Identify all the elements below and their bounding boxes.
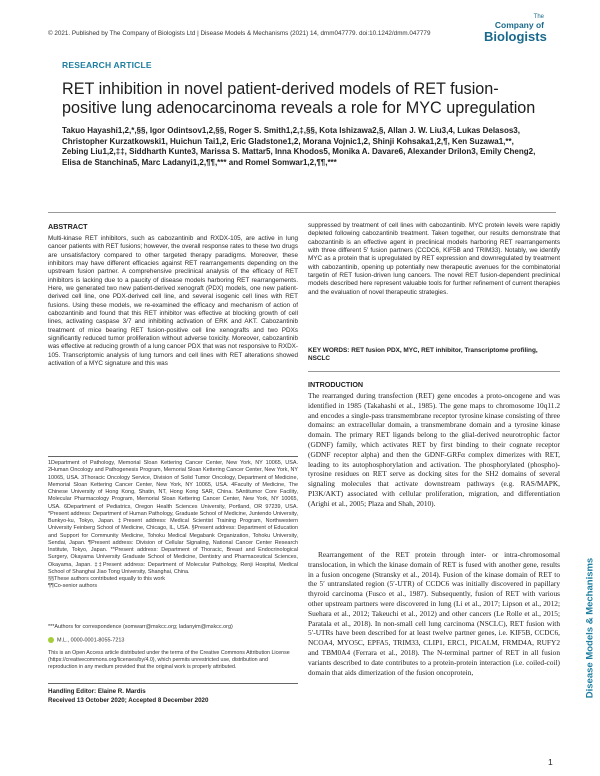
present-addresses: *Present address: Department of Human Pathology, Graduate School of Medicine, Juntendo University, Bunkyo-ku, Tokyo, Japan. ‡Present address: Medical Scientist Training Program, Northwestern University Feinberg School of Medicine, Chicago, IL, USA. §Present address: Department of Education and Support for Community Medicine, Tohoku Medical Megabank Organization, Tohoku University, Sendai, Japan. ¶Present address: Division of Cellular Signaling, National Cancer Center Research Institute, Tokyo, Japan. **Present address: Department of Thoracic, Breast and Endocrinological Surgery, Okayama University Graduate School of Medicine, Dentistry and Pharmaceutical Sciences, Okayama, Japan. ‡‡Present address: Department of Molecular Pathology, Renji Hospital, Medical School of Shanghai Jiao Tong University, Shanghai, China. xyxy=(48,510,298,575)
journal-side-title: Disease Models & Mechanisms xyxy=(584,557,596,699)
handling-editor: Handling Editor: Elaine R. Mardis xyxy=(48,688,146,695)
logo-company: Company of xyxy=(494,20,544,30)
intro-paragraph-2: Rearrangement of the RET protein through inter- or intra-chromosomal translocation, in which the kinase domain of RET is fused with another gene, results in a fusion oncogene (Stransky et al., 2014). Fusion of the kinase domain of RET to the 5′ untranslated region (5′-UTR) of CCDC6 was initially discovered in papillary thyroid carcinoma (Fusco et al., 1987). Subsequently, fusion of RET with various other upstream partners were discovered in lung (Li et al., 2017; Lipson et al., 2012; Suehara et al., 2012; Takeuchi et al., 2012) and other cancers (Le Rolle et al., 2015; Paratala et al., 2018). In non-small cell lung carcinoma (NSCLC), RET fusion with 5′-UTRs have been described for at least twelve partner genes, i.e. KIF5B, CCDC6, NCOA4, MYO5C, EPFA5, TRIM33, CLIP1, ERC1, PICALM, FRMD4A, RUFY2 and TBM0A4 (Ferrara et al., 2018). The N-terminal partner of RET in all fusion variants described to date contributes to a protein-protein interaction (i.e. coiled-coil) domain that aids dimerization of the fusion oncoprotein, xyxy=(308,550,560,677)
received-accepted-dates: Received 13 October 2020; Accepted 8 December 2020 xyxy=(48,697,209,704)
introduction-heading: INTRODUCTION xyxy=(308,380,364,389)
keywords xyxy=(308,347,560,364)
abstract-text-continued: suppressed by treatment of cell lines with cabozantinib. MYC protein levels were rapidly depleted following cabozantinib treatment. Taken together, our results demonstrate that cabozantinib is an effective agent in preclinical models harboring RET rearrangements with three different 5′ fusion partners (CCDC6, KIF5B and TRIM33). Notably, we identify MYC as a protein that is upregulated by RET expression and downregulated by treatment with cabozantinib, opening up potentially new therapeutic avenues for the combinatorial targetin of RET fusion-driven lung cancers. The novel RET fusion-dependent preclinical models described here represent valuable tools for further refinement of current therapies and the evaluation of novel therapeutic strategies. xyxy=(308,222,560,296)
logo-biologists: Biologists xyxy=(484,29,547,44)
author-list: Takuo Hayashi1,2,*,§§, Igor Odintsov1,2,§§, Roger S. Smith1,2,‡,§§, Kota Ishizawa2,§, Allan J. W. Liu3,4, Lukas Delasos3, Christopher Kurzatkowski1, Huichun Tai1,2, Eric Gladstone1,2, Morana Vojnic1,2, Shinji Kohsaka1,2,¶, Ken Suzawa1,**, Zebing Liu1,2,‡‡, Siddharth Kunte3, Marissa S. Mattar5, Inna Khodos5, Monika A. Davare6, Alexander Drilon3, Emily Cheng2, Elisa de Stanchina5, Marc Ladanyi1,2,¶¶,*** and Romel Somwar1,2,¶¶,*** xyxy=(62,126,536,167)
correspondence: ***Authors for correspondence (somwarr@mskcc.org; ladanyim@mskcc.org) xyxy=(48,624,233,630)
divider xyxy=(308,371,560,372)
orcid-line xyxy=(48,637,298,645)
equal-contribution: §§These authors contributed equally to this work xyxy=(48,576,165,582)
abstract-heading: ABSTRACT xyxy=(48,222,88,231)
page-number: 1 xyxy=(548,757,553,767)
article-type-label: RESEARCH ARTICLE xyxy=(62,60,152,70)
intro-paragraph-1: The rearranged during transfection (RET) gene encodes a proto-oncogene and was identified in 1985 (Takahashi et al., 1985). The gene maps to chromosome 10q11.2 and encodes a single-pass transmembrane receptor tyrosine kinase consisting of three domains: an extracellular domain, a transmembrane domain and a tyrosine kinase domain. The primary RET ligands belong to the glial-derived neurotrophic factor (GDNF) family, which activates RET by first binding to their cognate receptor (GDNF receptor alpha) and then the GDNF-GRFα complex dimerizes with RET, leading to its autophosphorylation and activation. The phosphorylated (phospho)-tyrosine residues on RET serve as docking sites for the SH2 domains of several signaling molecules that activate downstream pathways (e.g. RAS/MAPK, PI3K/AKT) associated with cellular proliferation, migration, and differentiation (Arighi et al., 2005; Plaza and Shah, 2010). xyxy=(308,391,560,508)
abstract-text: Multi-kinase RET inhibitors, such as cabozantinib and RXDX-105, are active in lung cancer patients with RET fusions; however, the overall response rates to these two drugs are unsatisfactory compared to other targeted therapy paradigms. Moreover, these inhibitors may have different efficacies against RET rearrangements depending on the upstream fusion partner. A comprehensive preclinical analysis of the efficacy of RET inhibitors is lacking due to a paucity of disease models harboring RET rearrangements. Here, we generated two new patient-derived xenograft (PDX) models, one new patient-derived cell line, one PDX-derived cell line, and several isogenic cell lines with RET fusions. Using these models, we re-examined the efficacy and mechanism of action of cabozantinib and found that this RET inhibitor was effective at blocking growth of cell lines, activating caspase 3/7 and inhibiting activation of ERK and AKT. Cabozantinib treatment of mice bearing RET fusion-positive cell line xenografts and two PDXs significantly reduced tumor proliferation without adverse toxicity. Moreover, cabozantinib was effective at reducing growth of a lung cancer PDX that was not responsive to RXDX-105. Transcriptomic analysis of lung tumors and cell lines with RET alterations showed activation of a MYC signature and this was xyxy=(48,235,298,368)
license-text: This is an Open Access article distributed under the terms of the Creative Commons Attribution License (https://creativecommons.org/licenses/by/4.0), which permits unrestricted use, distribution and reproduction in any medium provided that the original work is properly attributed. xyxy=(48,650,290,670)
footnote-divider xyxy=(48,683,298,684)
co-senior: ¶¶Co-senior authors xyxy=(48,583,98,590)
logo-the: The xyxy=(533,14,544,20)
affiliations xyxy=(48,460,298,622)
journal-citation: © 2021. Published by The Company of Biologists Ltd | Disease Models & Mechanisms (2021) 14, dmm047779. doi:10.1242/dmm.047779 xyxy=(48,30,431,37)
affiliation-list: 1Department of Pathology, Memorial Sloan Kettering Cancer Center, New York, NY 10065, USA. 2Human Oncology and Pathogenesis Program, Memorial Sloan Kettering Cancer Center, New York, NY 10065, USA. 3Thoracic Oncology Service, Division of Solid Tumor Oncology, Department of Medicine, Memorial Sloan Kettering Cancer Center, New York, NY 10065, USA. 4Faculty of Medicine, The Chinese University of Hong Kong, Shatin, NT, Hong Kong SAR, China. 5Antitumor Core Facility, Molecular Pharmacology Program, Memorial Sloan Kettering Cancer Center, New York, NY 10065, USA. 6Department of Pediatrics, Oregon Health Sciences University, Portland, OR 97239, USA. xyxy=(48,460,298,510)
keywords-label: KEY WORDS: xyxy=(308,347,350,354)
publisher-logo xyxy=(484,14,547,50)
orcid-icon xyxy=(48,637,54,643)
footnote-divider xyxy=(48,456,298,457)
orcid-id[interactable]: M.L., 0000-0001-8055-7213 xyxy=(57,637,125,644)
divider xyxy=(48,212,556,213)
keywords-text: RET fusion PDX, MYC, RET inhibitor, Transcriptome profiling, NSCLC xyxy=(308,347,538,363)
article-title: RET inhibition in novel patient-derived models of RET fusion-positive lung adenocarcinoma reveals a role for MYC upregulation xyxy=(62,80,536,117)
